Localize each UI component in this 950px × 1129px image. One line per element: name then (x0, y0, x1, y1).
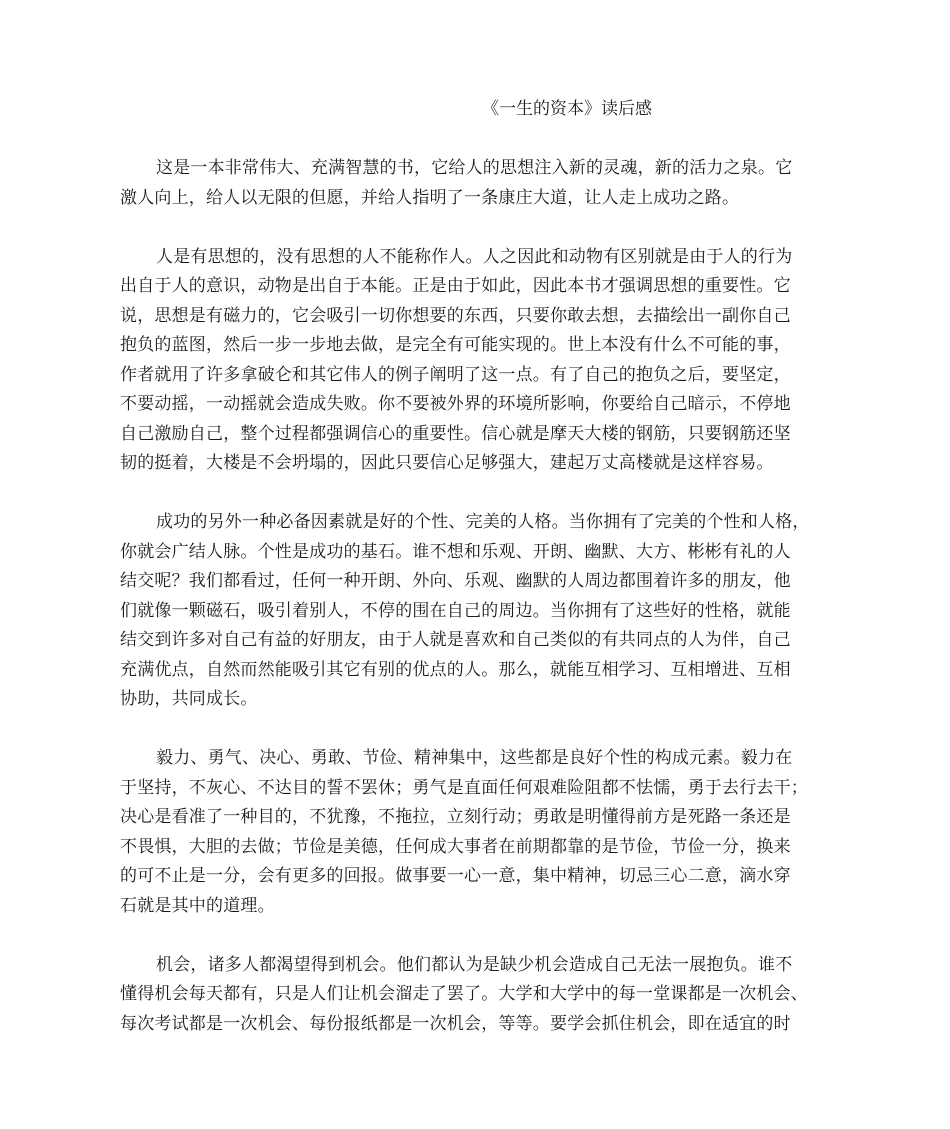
paragraph-line: 作者就用了许多拿破仑和其它伟人的例子阐明了这一点。有了自己的抱负之后，要坚定， (120, 364, 791, 385)
paragraph-line: 决心是看准了一种目的，不犹豫，不拖拉，立刻行动；勇敢是明懂得前方是死路一条还是 (120, 807, 791, 827)
paragraph-line: 这是一本非常伟大、充满智慧的书，它给人的思想注入新的灵魂，新的活力之泉。它 (156, 158, 793, 178)
paragraph-line: 成功的另外一种必备因素就是好的个性、完美的人格。当你拥有了完美的个性和人格， (156, 512, 810, 532)
paragraph-line: 你就会广结人脉。个性是成功的基石。谁不想和乐观、开朗、幽默、大方、彬彬有礼的人 (120, 541, 791, 562)
document-body (120, 154, 832, 1039)
paragraph-line: 说，思想是有磁力的，它会吸引一切你想要的东西，只要你敢去想，去描绘出一副你自己 (120, 305, 791, 326)
paragraph-line: 人是有思想的，没有思想的人不能称作人。人之因此和动物有区别就是由于人的行为 (156, 246, 793, 267)
paragraph-line: 不要动摇，一动摇就会造成失败。你不要被外界的环境所影响，你要给自己暗示，不停地 (120, 394, 791, 414)
paragraph-line: 机会，诸多人都渴望得到机会。他们都认为是缺少机会造成自己无法一展抱负。谁不 (156, 954, 793, 975)
paragraph-line: 懂得机会每天都有，只是人们让机会溜走了罢了。大学和大学中的每一堂课都是一次机会、 (120, 984, 808, 1004)
paragraph-line: 抱负的蓝图，然后一步一步地去做，是完全有可能实现的。世上本没有什么不可能的事， (120, 335, 791, 355)
paragraph-line: 每次考试都是一次机会、每份报纸都是一次机会，等等。要学会抓住机会，即在适宜的时 (120, 1013, 791, 1034)
paragraph (120, 951, 832, 1040)
paragraph (120, 154, 832, 213)
document-page (120, 94, 832, 1069)
paragraph-line: 于坚持，不灰心、不达目的誓不罢休；勇气是直面任何艰难险阻都不怯懦，勇于去行去干； (120, 777, 808, 798)
paragraph-line: 石就是其中的道理。 (120, 895, 275, 916)
paragraph (120, 744, 832, 921)
paragraph-line: 毅力、勇气、决心、勇敢、节俭、精神集中，这些都是良好个性的构成元素。毅力在 (156, 748, 793, 768)
paragraph-line: 们就像一颗磁石，吸引着别人，不停的围在自己的周边。当你拥有了这些好的性格，就能 (120, 600, 791, 621)
paragraph-line: 结交呢？我们都看过，任何一种开朗、外向、乐观、幽默的人周边都围着许多的朋友，他 (120, 571, 791, 591)
paragraph-line: 结交到许多对自己有益的好朋友，由于人就是喜欢和自己类似的有共同点的人为伴，自己 (120, 630, 791, 650)
paragraph (120, 508, 832, 715)
paragraph-line: 自己激励自己，整个过程都强调信心的重要性。信心就是摩天大楼的钢筋，只要钢筋还坚 (120, 423, 791, 444)
paragraph-line: 充满优点，自然而然能吸引其它有别的优点的人。那么，就能互相学习、互相增进、互相 (120, 659, 791, 680)
document-title: 《一生的资本》读后感 (482, 99, 652, 119)
paragraph-line: 韧的挺着，大楼是不会坍塌的，因此只要信心足够强大，建起万丈高楼就是这样容易。 (120, 453, 774, 473)
paragraph-line: 不畏惧，大胆的去做；节俭是美德，任何成大事者在前期都靠的是节俭，节俭一分，换来 (120, 836, 791, 857)
paragraph-line: 出自于人的意识，动物是出自于本能。正是由于如此，因此本书才强调思想的重要性。它 (120, 276, 791, 296)
paragraph-line: 协助，共同成长。 (120, 689, 258, 709)
paragraph-line: 的可不止是一分，会有更多的回报。做事要一心一意，集中精神，切忌三心二意，滴水穿 (120, 866, 791, 886)
paragraph (120, 243, 832, 479)
paragraph-line: 激人向上，给人以无限的但愿，并给人指明了一条康庄大道，让人走上成功之路。 (120, 187, 740, 208)
